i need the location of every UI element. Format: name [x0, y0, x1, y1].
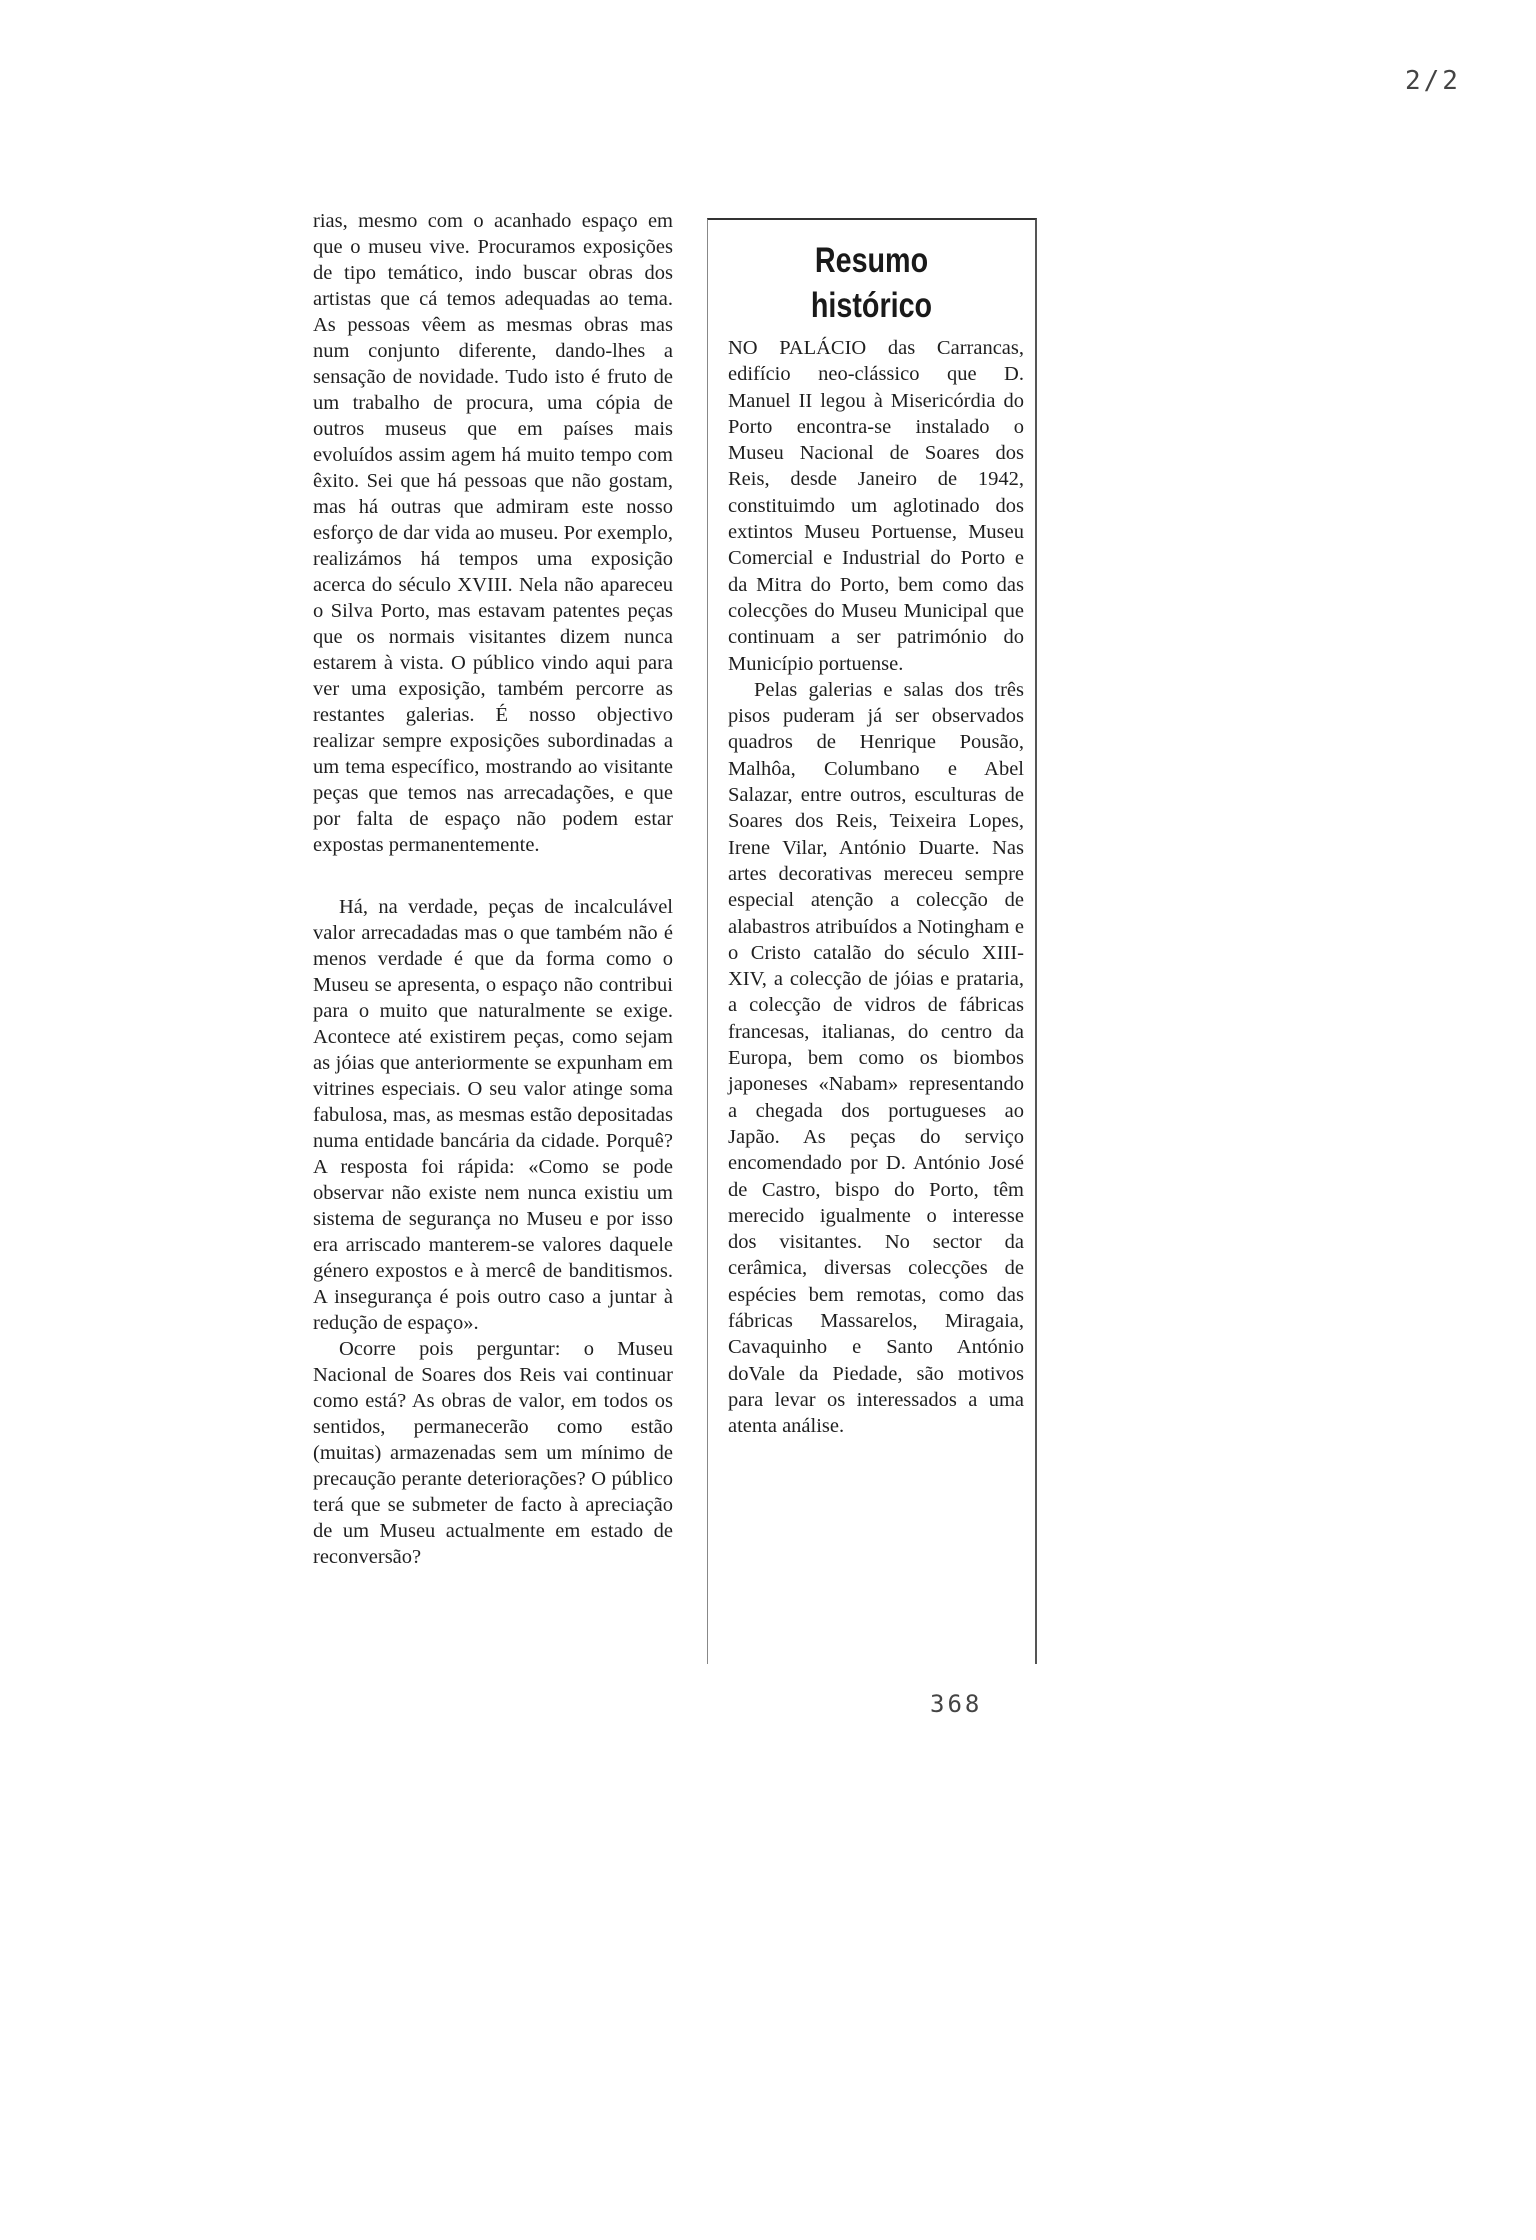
sidebar-title-line: histórico: [810, 286, 933, 325]
article-paragraph: Ocorre pois perguntar: o Museu Nacional de Soares dos Reis vai continuar como está? As obras de valor, em todos os sentidos, permanecerão como estão (muitas) armazenadas sem um mínimo de precaução perante deteriorações? O público terá que se submeter de facto à apreciação de um Museu actualmente em estado de reconversão?: [313, 1338, 673, 1568]
sidebar-paragraph: NO PALÁCIO das Carrancas, edifício neo-clássico que D. Manuel II legou à Misericórdia do Porto encontra-se instalado o Museu Nacional de Soares dos Reis, desde Janeiro de 1942, constituimdo um aglotinado dos extintos Museu Portuense, Museu Comercial e Industrial do Porto e da Mitra do Porto, bem como das colecções do Museu Municipal que continuam a ser património do Município portuense.: [728, 337, 1024, 675]
article-paragraph: rias, mesmo com o acanhado espaço em que o museu vive. Procuramos exposições de tipo temático, indo buscar obras dos artistas que cá temos adequadas ao tema. As pessoas vêem as mesmas obras mas num conjunto diferente, dando-lhes a sensação de novidade. Tudo isto é fruto de um trabalho de procura, uma cópia de outros museus que em países mais evoluídos assim agem há muito tempo com êxito. Sei que há pessoas que não gostam, mas há outras que admiram este nosso esforço de dar vida ao museu. Por exemplo, realizámos há tempos uma exposição acerca do século XVIII. Nela não apareceu o Silva Porto, mas estavam patentes peças que os normais visitantes dizem nunca estarem à vista. O público vindo aqui para ver uma exposição, também percorre as restantes galerias. É nosso objectivo realizar sempre exposições subordinadas a um tema específico, mostrando ao visitante peças que temos nas arrecadações, e que por falta de espaço não podem estar expostas permanentemente.: [313, 210, 673, 856]
sidebar-title: [737, 238, 1005, 328]
page-number: 2/2: [1405, 66, 1461, 96]
sidebar-box: [707, 218, 1037, 1664]
folio-number: 368: [930, 1690, 983, 1718]
sidebar-body: [728, 335, 1024, 1439]
sidebar-title-line: Resumo: [814, 241, 929, 280]
article-paragraph: Há, na verdade, peças de incalculável valor arrecadadas mas o que também não é menos verdade é que da forma como o Museu se apresenta, o espaço não contribui para o muito que naturalmente se exige. Acontece até existirem peças, como sejam as jóias que anteriormente se expunham em vitrines especiais. O seu valor atinge soma fabulosa, mas, as mesmas estão depositadas numa entidade bancária da cidade. Porquê? A resposta foi rápida: «Como se pode observar não existe nem nunca existiu um sistema de segurança no Museu e por isso era arriscado manterem-se valores daquele género expostos e à mercê de banditismos. A insegurança é pois outro caso a juntar à redução de espaço».: [313, 896, 673, 1334]
article-left-column: [313, 208, 673, 1570]
sidebar-paragraph: Pelas galerias e salas dos três pisos puderam já ser observados quadros de Henrique Pousão, Malhôa, Columbano e Abel Salazar, entre outros, esculturas de Soares dos Reis, Teixeira Lopes, Irene Vilar, António Duarte. Nas artes decorativas mereceu sempre especial atenção a colecção de alabastros atribuídos a Notingham e o Cristo catalão do século XIII-XIV, a colecção de jóias e prataria, a colecção de vidros de fábricas francesas, italianas, do centro da Europa, bem como os biombos japoneses «Nabam» representando a chegada dos portugueses ao Japão. As peças do serviço encomendado por D. António José de Castro, bispo do Porto, têm merecido igualmente o interesse dos visitantes. No sector da cerâmica, diversas colecções de espécies bem remotas, como das fábricas Massarelos, Miragaia, Cavaquinho e Santo António doVale da Piedade, são motivos para levar os interessados a uma atenta análise.: [728, 678, 1024, 1438]
